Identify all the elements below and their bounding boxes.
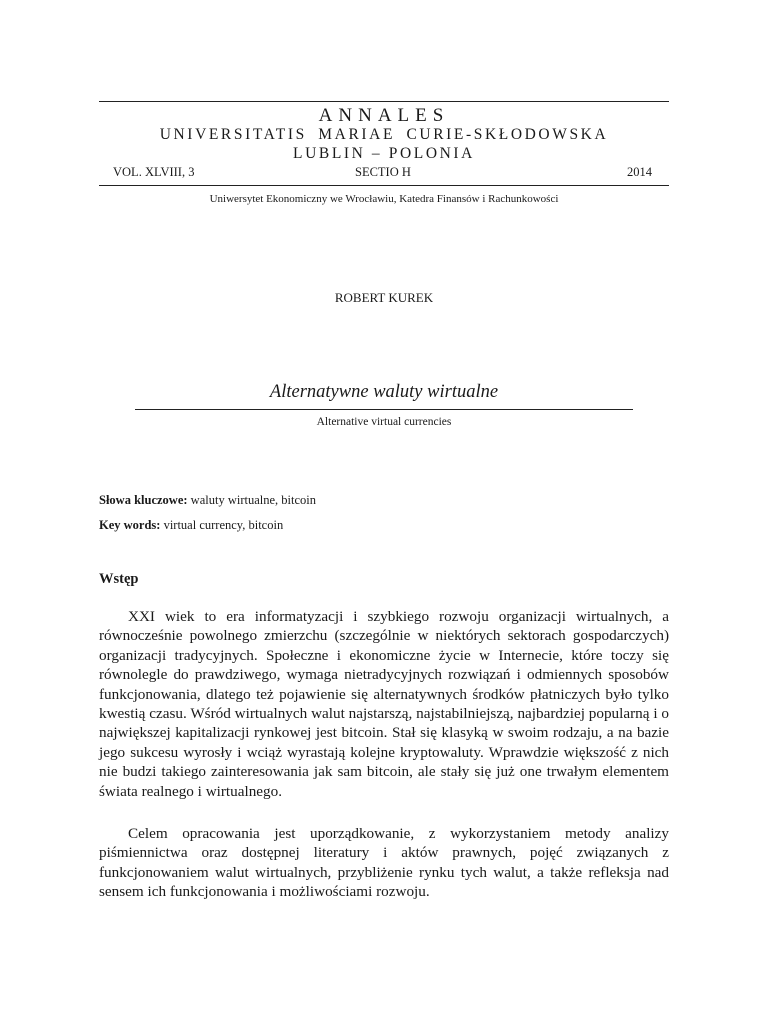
body-paragraph: XXI wiek to era informatyzacji i szybkiego rozwoju organizacji wirtualnych, a równocześnie powolnego zmierzchu (szczególnie w niektórych sektorach gospodarczych) organizacji tradycyjnych. Społeczne i ekonomiczne życie w Internecie, które toczy się równolegle do prawdziwego, wymaga nietradycyjnych rozwiązań i odmiennych sposobów funkcjonowania, dlatego też pojawienie się alternatywnych środków płatniczych było tylko kwestią czasu. Wśród wirtualnych walut najstarszą, najstabilniejszą, najbardziej popularną i o największej kapitalizacji rynkowej jest bitcoin. Stał się klasyką w swoim rodzaju, a na bazie jego sukcesu wyrosły i wciąż wyrastają kolejne kryptowaluty. Wprawdzie większość z nich nie budzi takiego zainteresowania jak sam bitcoin, ale stały się już one trwałym elementem świata realnego i wirtualnego. <box>99 608 669 800</box>
keywords-english-value: virtual currency, bitcoin <box>160 518 284 532</box>
journal-place: LUBLIN – POLONIA <box>293 145 475 162</box>
section-label: SECTIO H <box>355 165 411 179</box>
author-name: ROBERT KUREK <box>334 290 434 305</box>
volume-number: VOL. XLVIII, 3 <box>113 165 195 179</box>
keywords-polish-label: Słowa kluczowe: <box>99 493 188 507</box>
header-top-rule <box>99 101 669 102</box>
publication-year: 2014 <box>627 165 652 179</box>
body-paragraph: Celem opracowania jest uporządkowanie, z wykorzystaniem metody analizy piśmiennictwa oraz dostępnej literatury i aktów prawnych, pojęć związanych z funkcjonowaniem walut wirtualnych, przybliżenie rynku tych walut, a także refleksja nad sensem ich funkcjonowania i możliwościami rozwoju. <box>99 825 669 901</box>
title-rule <box>135 409 633 410</box>
journal-subtitle: UNIVERSITATIS MARIAE CURIE-SKŁODOWSKA <box>159 126 609 143</box>
keywords-polish-value: waluty wirtualne, bitcoin <box>187 493 316 507</box>
article-title: Alternatywne waluty wirtualne <box>269 382 499 402</box>
keywords-english <box>99 518 283 533</box>
keywords-english-label: Key words: <box>99 518 161 532</box>
section-heading-intro: Wstęp <box>99 571 139 587</box>
keywords-polish <box>99 493 316 508</box>
article-title-english: Alternative virtual currencies <box>316 416 452 428</box>
header-bottom-rule <box>99 185 669 186</box>
author-affiliation: Uniwersytet Ekonomiczny we Wrocławiu, Katedra Finansów i Rachunkowości <box>209 193 559 205</box>
journal-title: ANNALES <box>318 105 450 126</box>
